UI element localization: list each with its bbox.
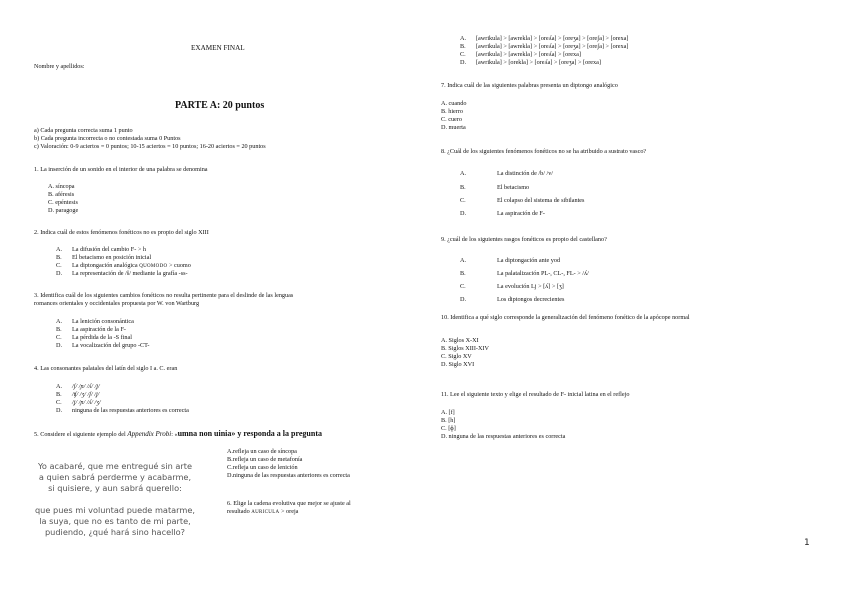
- question-3-line1: 3. Identifica cuál de los siguientes cambios fonéticos no resulta pertinente para el deslinde de las lenguas: [34, 292, 294, 299]
- poem-line: a quien sabrá perderme y acabarme,: [38, 472, 192, 483]
- question-6-line1: 6. Elige la cadena evolutiva que mejor se ajuste al: [227, 500, 351, 507]
- question-5: 5. Considere el siguiente ejemplo del Appendix Probi: «umna non uinia» y responda a la pregunta: [34, 429, 322, 438]
- q5-option-d: D.ninguna de las respuestas anteriores es correcta: [227, 472, 350, 479]
- question-10: 10. Identifica a qué siglo corresponde la generalización del fenómeno fonético de la apócope normal: [441, 314, 690, 321]
- poem-line: Yo acabaré, que me entregué sin arte: [38, 461, 192, 471]
- q1-option-a: A. síncopa: [48, 183, 75, 190]
- rule-a: a) Cada pregunta correcta suma 1 punto: [34, 127, 133, 134]
- q2-option-d: D. La representación de /š/ mediante la grafía -ss-: [56, 270, 188, 277]
- q10-option-b: B. Siglos XIII-XIV: [441, 345, 489, 352]
- q11-option-a: A. [f]: [441, 409, 455, 416]
- q10-option-a: A. Siglos X-XI: [441, 337, 479, 344]
- q2-option-a: A. La difusión del cambio F- > h: [56, 246, 146, 253]
- q2-option-b: B. El betacismo en posición inicial: [56, 254, 152, 261]
- q1-option-c: C. epéntesis: [48, 199, 78, 206]
- q4-option-b: B. /ʧ/ /ʒ/ /ʃ/ /ʝ/: [56, 391, 100, 398]
- q3-option-d: D. La vocalización del grupo -CT-: [56, 342, 150, 349]
- q3-option-a: A. La lenición consonántica: [56, 318, 134, 325]
- q9-option-d: D. Los diptongos decrecientes: [460, 296, 565, 303]
- chain-option-d: D. [awrikula] > [orekla] > [oreʎa] > [oreʒa] > [orexa]: [460, 59, 601, 66]
- q1-option-b: B. aféresis: [48, 191, 75, 198]
- rule-c: c) Valoración: 0-9 aciertos = 0 puntos; 10-15 aciertos = 10 puntos; 16-20 aciertos = 20 puntos: [34, 143, 266, 150]
- question-7: 7. Indica cuál de las siguientes palabras presenta un diptongo analógico: [441, 82, 618, 89]
- exam-title: EXAMEN FINAL: [191, 44, 245, 52]
- q5-option-a: A.refleja un caso de síncopa: [227, 448, 297, 455]
- chain-option-a: A. [awrikula] > [awrekla] > [oreʎa] > [oreʒa] > [oreʃa] > [orexa]: [460, 35, 629, 42]
- q9-option-c: C. La evolución Lj > [ʎ] > [ʒ]: [460, 283, 564, 290]
- q7-option-d: D. muerta: [441, 124, 466, 131]
- q10-option-c: C. Siglo XV: [441, 353, 472, 360]
- poem-stanza-1: [15, 461, 215, 495]
- q7-option-a: A. cuando: [441, 100, 467, 107]
- q2-option-c: C. La diptongación analógica QUOMODO > cuomo: [56, 262, 191, 269]
- q4-option-d: D. ninguna de las respuestas anteriores es correcta: [56, 407, 189, 414]
- q11-option-b: B. [h]: [441, 417, 456, 424]
- q1-option-d: D. paragoge: [48, 207, 79, 214]
- question-4: 4. Las consonantes palatales del latín del siglo I a. C. eran: [34, 365, 178, 372]
- question-11: 11. Lee el siguiente texto y elige el resultado de F- inicial latina en el reflejo: [441, 391, 630, 398]
- q8-option-a: A. La distinción de /b/ /v/: [460, 170, 554, 177]
- q7-option-b: B. hierro: [441, 108, 463, 115]
- question-3-line2: romances orientales y occidentales propuesta por W. von Wartburg: [34, 300, 200, 307]
- q3-option-c: C. La pérdida de la -S final: [56, 334, 132, 341]
- q9-option-a: A. La diptongación ante yod: [460, 257, 561, 264]
- q4-option-c: C. /ʝ/ /ɲ/ /ʎ/ /ʒ/: [56, 399, 101, 406]
- poem-line: pudiendo, ¿qué hará sino hacello?: [44, 527, 186, 538]
- question-1: 1. La inserción de un sonido en el interior de una palabra se denomina: [34, 166, 208, 173]
- q11-option-d: D. ninguna de las respuestas anteriores es correcta: [441, 433, 566, 440]
- page-number: 1: [804, 538, 810, 548]
- q5-option-b: B.refleja un caso de metafonía: [227, 456, 303, 463]
- poem-line: si quisiere, y aun sabrá querello:: [48, 483, 182, 494]
- q4-option-a: A. /ʃ/ /ɲ/ /ʎ/ /ʝ/: [56, 383, 100, 390]
- q10-option-d: D. Siglo XVI: [441, 361, 475, 368]
- question-6-line2: resultado AURICULA > oreja: [227, 508, 299, 515]
- chain-option-b: B. [awrikula] > [awrekla] > [oreʎa] > [oreʒa] > [oreʃa] > [orexa]: [460, 43, 629, 50]
- question-9: 9. ¿cuál de los siguientes rasgos fonéticos es propio del castellano?: [441, 236, 607, 243]
- question-2: 2. Indica cuál de estos fenómenos fonéticos no es propio del siglo XIII: [34, 229, 209, 236]
- part-heading: PARTE A: 20 puntos: [175, 100, 265, 111]
- q9-option-b: B. La palatalización PL-, CL-, FL- > /ʎ/: [460, 270, 589, 277]
- rule-b: b) Cada pregunta incorrecta o no contestada suma 0 Puntos: [34, 135, 181, 142]
- q5-option-c: C.refleja un caso de lenición: [227, 464, 298, 471]
- poem-stanza-2: [15, 505, 215, 539]
- name-label: Nombre y apellidos:: [34, 63, 85, 70]
- q8-option-c: C. El colapso del sistema de sibilantes: [460, 197, 585, 204]
- q8-option-d: D. La aspiración de F-: [460, 210, 545, 217]
- q7-option-c: C. cuero: [441, 116, 462, 123]
- poem-line: la suya, que no es tanto de mi parte,: [39, 516, 191, 527]
- q8-option-b: B. El betacismo: [460, 184, 530, 191]
- poem-line: que pues mi voluntad puede matarme,: [34, 505, 196, 515]
- question-8: 8. ¿Cuál de los siguientes fenómenos fonéticos no se ha atribuido a sustrato vasco?: [441, 148, 647, 155]
- q11-option-c: C. [ɸ]: [441, 425, 456, 432]
- q3-option-b: B. La aspiración de la F-: [56, 326, 126, 333]
- chain-option-c: C. [awrikula] > [awrekla] > [oreʎa] > [orexa]: [460, 51, 581, 58]
